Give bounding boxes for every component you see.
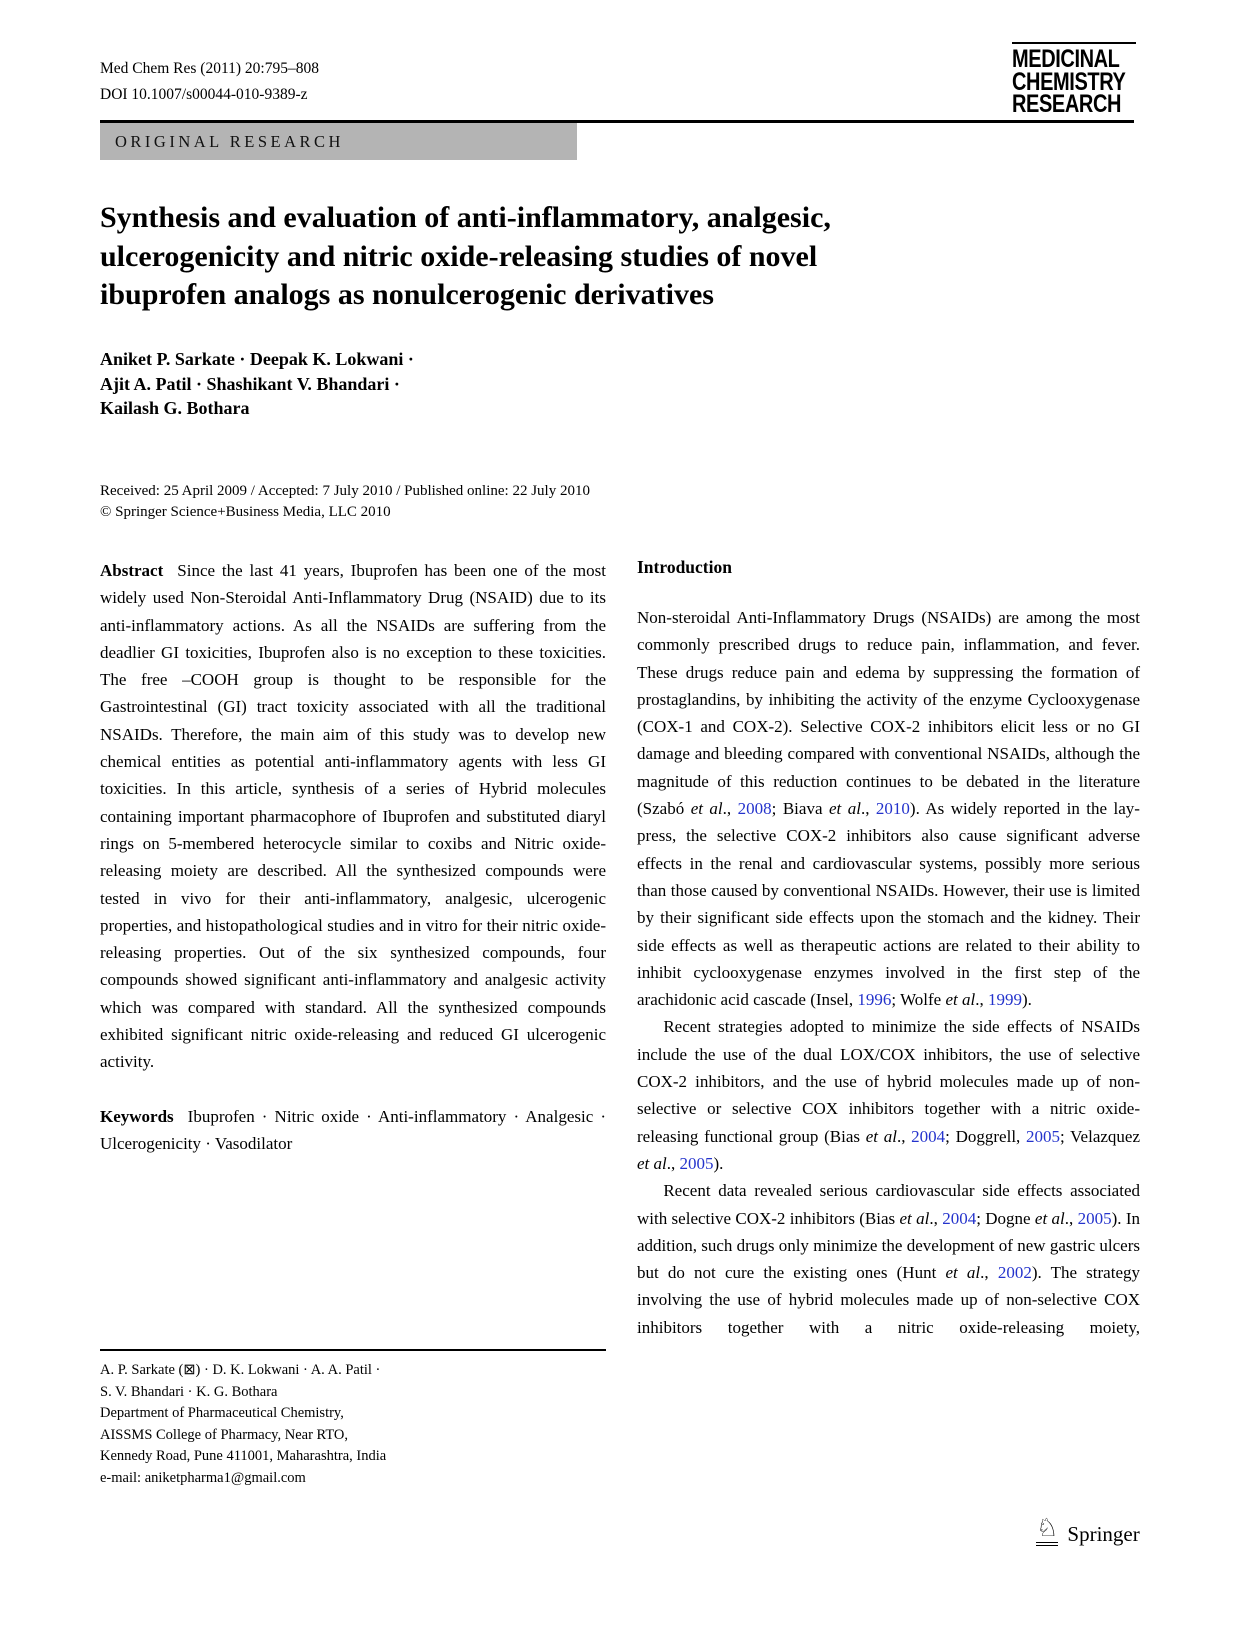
author-list bbox=[100, 347, 700, 421]
journal-logo-line-2: CHEMISTRY bbox=[1012, 67, 1126, 96]
citation-link[interactable]: 2005 bbox=[1077, 1208, 1112, 1228]
footnote-email: e-mail: aniketpharma1@gmail.com bbox=[100, 1469, 306, 1486]
text-segment: et al bbox=[899, 1208, 930, 1228]
text-segment: et al bbox=[865, 1126, 897, 1146]
received-accepted-line: Received: 25 April 2009 / Accepted: 7 July 2010 / Published online: 22 July 2010 bbox=[100, 483, 590, 499]
footnote-line-4: AISSMS College of Pharmacy, Near RTO, bbox=[100, 1426, 349, 1443]
footnote-line-1 bbox=[100, 1360, 606, 1382]
text-segment: ., bbox=[1064, 1208, 1078, 1228]
citation-link[interactable]: 2002 bbox=[997, 1263, 1032, 1283]
correspondence-footnote bbox=[100, 1349, 606, 1490]
text-segment: ; Velazquez bbox=[1060, 1126, 1141, 1146]
intro-paragraph-3 bbox=[637, 1177, 1140, 1341]
article-title bbox=[100, 199, 1040, 315]
footnote-line-1-pre: A. P. Sarkate ( bbox=[100, 1362, 184, 1378]
journal-reference-block bbox=[100, 56, 620, 108]
text-segment: ). The strategy involving the use of hybrid molecules made up of non-selective COX inhibitors together with a nitric oxide-releasing moiety, bbox=[637, 1263, 1140, 1337]
keywords-label: Keywords bbox=[100, 1106, 174, 1126]
text-segment: et al bbox=[945, 990, 976, 1010]
author-line-2: Ajit A. Patil · Shashikant V. Bhandari · bbox=[100, 373, 400, 394]
citation-link[interactable]: 2008 bbox=[737, 799, 772, 819]
text-segment: ). As widely reported in the lay-press, the selective COX-2 inhibitors also cause significant adverse effects in the renal and cardiovascular systems, possibly more serious than those caused by conventional NSAIDs. However, their use is limited by their significant side effects upon the stomach and the kidney. Their side effects as well as therapeutic actions are related to their ability to inhibit cyclooxygenase enzymes involved in the first step of the arachidonic acid cascade (Insel, bbox=[637, 799, 1140, 1010]
springer-logo bbox=[1036, 1516, 1140, 1546]
text-segment: et al bbox=[690, 799, 723, 819]
journal-logo-line-1: MEDICINAL bbox=[1012, 45, 1120, 73]
footnote-line-2: S. V. Bhandari · K. G. Bothara bbox=[100, 1383, 278, 1400]
section-heading-introduction: Introduction bbox=[637, 557, 732, 577]
title-line-3: ibuprofen analogs as nonulcerogenic derivatives bbox=[100, 278, 714, 311]
envelope-icon: ⊠ bbox=[183, 1362, 196, 1378]
text-segment: ., bbox=[980, 1263, 998, 1283]
abstract-paragraph bbox=[100, 557, 606, 1076]
text-segment: et al bbox=[945, 1263, 981, 1283]
text-segment: ). bbox=[713, 1153, 724, 1173]
author-line-1: Aniket P. Sarkate · Deepak K. Lokwani · bbox=[100, 349, 414, 369]
footnote-line-1-post: ) · D. K. Lokwani · A. A. Patil · bbox=[195, 1362, 381, 1378]
footnote-line-5: Kennedy Road, Pune 411001, Maharashtra, India bbox=[100, 1448, 387, 1465]
keywords-text: Ibuprofen · Nitric oxide · Anti-inflammatory · Analgesic · Ulcerogenicity · Vasodilator bbox=[100, 1106, 606, 1153]
citation-link[interactable]: 2005 bbox=[1026, 1126, 1061, 1146]
text-segment: et al bbox=[828, 799, 861, 819]
article-type-banner: ORIGINAL RESEARCH bbox=[100, 123, 577, 160]
journal-citation: Med Chem Res (2011) 20:795–808 bbox=[100, 60, 319, 77]
intro-paragraph-1 bbox=[637, 604, 1140, 1013]
left-column bbox=[100, 557, 606, 1157]
copyright-line: © Springer Science+Business Media, LLC 2010 bbox=[100, 504, 391, 520]
text-segment: ., bbox=[896, 1126, 912, 1146]
text-segment: ., bbox=[929, 1208, 943, 1228]
text-segment: ). bbox=[1021, 990, 1032, 1010]
citation-link[interactable]: 2005 bbox=[679, 1153, 714, 1173]
journal-logo bbox=[1012, 42, 1136, 116]
text-segment: Recent data revealed serious cardiovascular side effects associated with selective COX-2 inhibitors (Bias bbox=[637, 1181, 1140, 1228]
text-segment: Non-steroidal Anti-Inflammatory Drugs (NSAIDs) are among the most commonly prescribed drugs to reduce pain, inflammation, and fever. These drugs reduce pain and edema by suppressing the formation of prostaglandins, by inhibiting the activity of the enzyme Cyclooxygenase (COX-1 and COX-2). Selective COX-2 inhibitors elicit less or no GI damage and bleeding compared with conventional NSAIDs, although the magnitude of this reduction continues to be debated in the literature (Szabó bbox=[637, 608, 1140, 819]
text-segment: et al bbox=[637, 1153, 667, 1173]
text-segment: ). In addition, such drugs only minimize the development of new gastric ulcers but do not cure the existing ones (Hunt bbox=[637, 1208, 1141, 1283]
text-segment: ., bbox=[975, 990, 988, 1010]
author-line-3: Kailash G. Bothara bbox=[100, 398, 250, 418]
citation-link[interactable]: 2004 bbox=[942, 1208, 977, 1228]
citation-link[interactable]: 1996 bbox=[857, 990, 892, 1010]
keywords-paragraph bbox=[100, 1103, 606, 1158]
abstract-text: Since the last 41 years, Ibuprofen has been one of the most widely used Non-Steroidal Anti-Inflammatory Drug (NSAID) due to its anti-inflammatory actions. As all the NSAIDs are suffering from the deadlier GI toxicities, Ibuprofen also is no exception to these toxicities. The free –COOH group is thought to be responsible for the Gastrointestinal (GI) tract toxicity associated with all the traditional NSAIDs. Therefore, the main aim of this study was to develop new chemical entities as potential anti-inflammatory agents with less GI toxicities. In this article, synthesis of a series of Hybrid molecules containing important pharmacophore of Ibuprofen and substituted diaryl rings on 5-membered heterocycle similar to coxibs and Nitric oxide-releasing moiety are described. All the synthesized compounds were tested in vivo for their anti-inflammatory, analgesic, ulcerogenic properties, and histopathological studies and in vitro for their nitric oxide-releasing properties. Out of the six synthesized compounds, four compounds showed significant anti-inflammatory and analgesic activity which was compared with standard. All the synthesized compounds exhibited significant nitric oxide-releasing and reduced GI ulcerogenic activity. bbox=[100, 561, 606, 1072]
text-segment: et al bbox=[1034, 1208, 1065, 1228]
doi-line: DOI 10.1007/s00044-010-9389-z bbox=[100, 86, 308, 103]
text-segment: ; Biava bbox=[771, 799, 829, 819]
abstract-label: Abstract bbox=[100, 561, 164, 580]
text-segment: Recent strategies adopted to minimize the side effects of NSAIDs include the use of the dual LOX/COX inhibitors, the use of selective COX-2 inhibitors, and the use of hybrid molecules made up of non-selective or selective COX inhibitors together with a nitric oxide-releasing functional group (Bias bbox=[637, 1017, 1140, 1146]
title-line-2: ulcerogenicity and nitric oxide-releasing studies of novel bbox=[100, 239, 818, 273]
text-segment: ; Doggrell, bbox=[945, 1126, 1027, 1146]
text-segment: ., bbox=[722, 799, 738, 819]
text-segment: ; Wolfe bbox=[891, 990, 946, 1010]
springer-wordmark: Springer bbox=[1067, 1521, 1140, 1546]
citation-link[interactable]: 1999 bbox=[987, 990, 1022, 1010]
right-column bbox=[637, 557, 1140, 1341]
citation-link[interactable]: 2004 bbox=[911, 1126, 946, 1146]
text-segment: ., bbox=[860, 799, 876, 819]
springer-knight-icon: ♘ bbox=[1036, 1516, 1058, 1546]
publication-history bbox=[100, 481, 900, 523]
text-segment: ., bbox=[666, 1153, 680, 1173]
text-segment: ; Dogne bbox=[976, 1208, 1035, 1228]
footnote-line-3: Department of Pharmaceutical Chemistry, bbox=[100, 1405, 344, 1422]
intro-paragraph-2 bbox=[637, 1013, 1140, 1177]
journal-logo-line-3: RESEARCH bbox=[1012, 90, 1122, 118]
title-line-1: Synthesis and evaluation of anti-inflammatory, analgesic, bbox=[100, 201, 831, 234]
citation-link[interactable]: 2010 bbox=[875, 799, 910, 819]
